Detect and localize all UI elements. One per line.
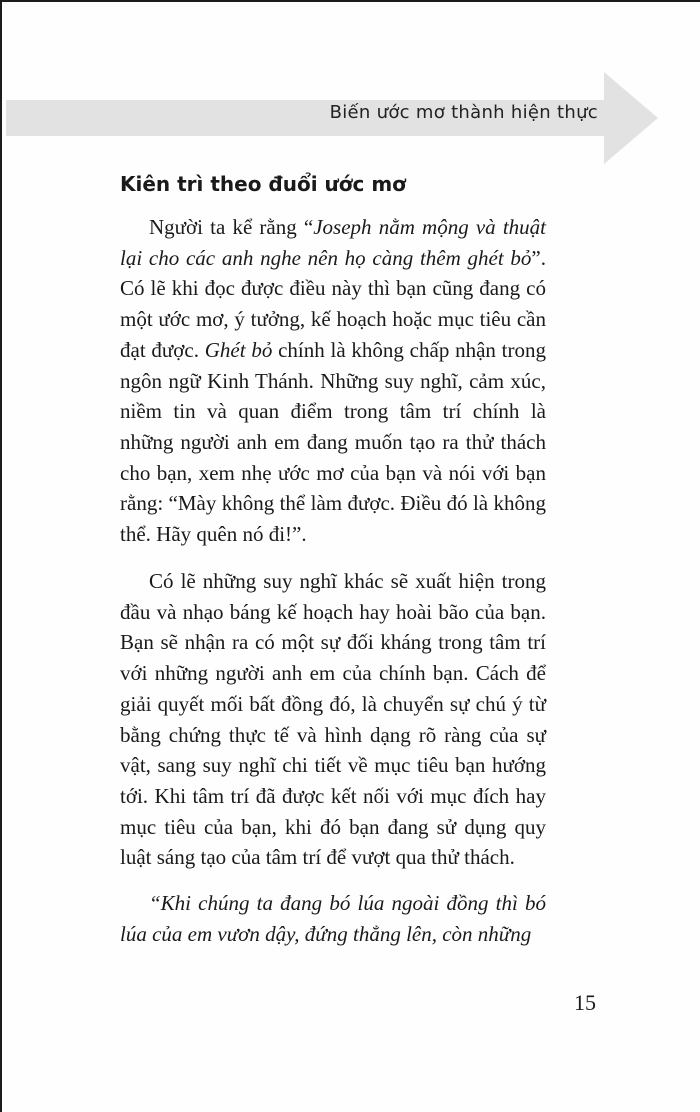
paragraph-1-part-c: ”. Có lẽ khi đọc được điều này thì bạn cũng đang có một ước mơ, ý tưởng, kế hoạch hoặc mục tiêu cần đạt được.: [120, 245, 546, 362]
paragraph-1-quote: Joseph nằm mộng và thuật lại cho các anh nghe nên họ càng thêm ghét bỏ: [120, 215, 546, 270]
paragraph-3-quote: “Khi chúng ta đang bó lúa ngoài đồng thì bó lúa của em vươn dậy, đứng thẳng lên, còn những: [120, 891, 546, 946]
paragraph-1-part-a: Người ta kể rằng “: [149, 215, 314, 239]
paragraph-2-text: Có lẽ những suy nghĩ khác sẽ xuất hiện trong đầu và nhạo báng kế hoạch hay hoài bão của bạn. Bạn sẽ nhận ra có một sự đối kháng trong tâm trí với những người anh em của chính bạn. Cách để giải quyết mối bất đồng đó, là chuyển sự chú ý từ bằng chứng thực tế và hình dạng rõ ràng của sự vật, sang suy nghĩ chi tiết về mục tiêu bạn hướng tới. Khi tâm trí đã được kết nối với mục đích hay mục tiêu của bạn, khi đó bạn đang sử dụng quy luật sáng tạo của tâm trí để vượt qua thử thách.: [120, 569, 546, 870]
page-number: 15: [574, 990, 596, 1015]
paragraph-1-part-e: chính là không chấp nhận trong ngôn ngữ Kinh Thánh. Những suy nghĩ, cảm xúc, niềm tin và quan điểm trong tâm trí chính là những người anh em đang muốn tạo ra thử thách cho bạn, xem nhẹ ước mơ của bạn và nói với bạn rằng: “Mày không thể làm được. Điều đó là không thể. Hãy quên nó đi!”.: [120, 337, 546, 547]
paragraph-1: [120, 212, 546, 550]
running-header-title: Biến ước mơ thành hiện thực: [329, 102, 598, 123]
paragraph-2: [120, 566, 546, 873]
paragraph-3: [120, 888, 546, 949]
section-heading: Kiên trì theo đuổi ước mơ: [120, 172, 406, 196]
paragraph-1-term: Ghét bỏ: [204, 337, 273, 362]
